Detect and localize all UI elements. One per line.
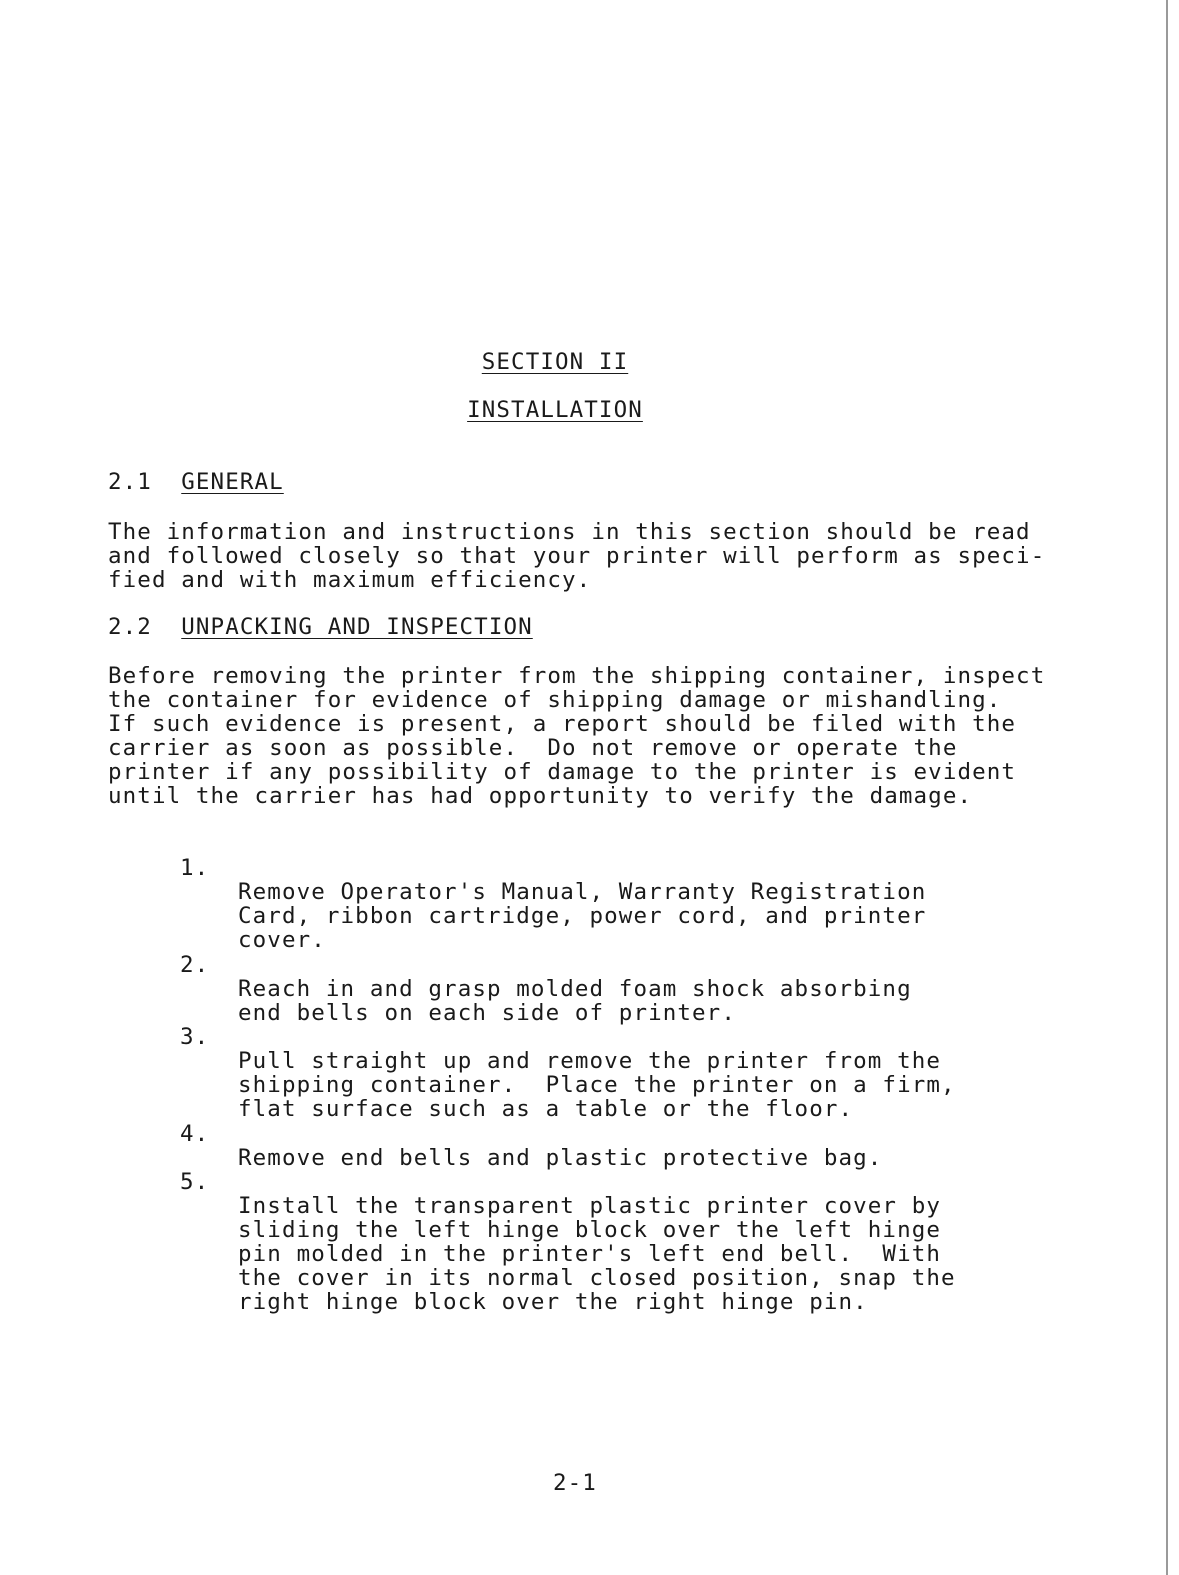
step-text: Reach in and grasp molded foam shock absorbing end bells on each side of printer. (238, 976, 912, 1026)
step-text: Remove Operator's Manual, Warranty Registration Card, ribbon cartridge, power cord, and printer cover. (238, 879, 927, 953)
step-number: 3. (180, 1024, 210, 1050)
heading-unpacking (108, 615, 533, 639)
page-number: 2-1 (553, 1470, 597, 1496)
step-text: Remove end bells and plastic protective bag. (238, 1145, 883, 1171)
list-item (0, 832, 927, 953)
heading-general (108, 470, 284, 494)
step-number: 2. (180, 952, 210, 978)
paragraph-unpacking: Before removing the printer from the shipping container, inspect the container for evidence of shipping damage or mishandling. If such evidence is present, a report should be filed with the carrier as soon as possible. Do not remove or operate the printer if any possibility of damage to the printer is evident until the carrier has had opportunity to verify the damage. (108, 663, 1046, 809)
step-text: Pull straight up and remove the printer from the shipping container. Place the printer on a firm, flat surface such as a table or the floor. (238, 1048, 956, 1122)
paragraph-general: The information and instructions in this section should be read and followed closely so that your printer will perform as speci- fied and with maximum efficiency. (108, 519, 1046, 593)
heading-number: 2.2 (108, 614, 152, 640)
page-edge-divider (1166, 0, 1168, 1575)
heading-text: GENERAL (181, 469, 284, 495)
step-number: 5. (180, 1169, 210, 1195)
heading-text: UNPACKING AND INSPECTION (181, 614, 533, 640)
step-number: 1. (180, 855, 210, 881)
section-subtitle: INSTALLATION (467, 397, 643, 423)
section-title: SECTION II (481, 349, 629, 375)
step-number: 4. (180, 1121, 210, 1147)
step-text: Install the transparent plastic printer cover by sliding the left hinge block over the left hinge pin molded in the printer's left end bell. With the cover in its normal closed position, snap the right hinge block over the right hinge pin. (238, 1193, 956, 1315)
heading-number: 2.1 (108, 469, 152, 495)
